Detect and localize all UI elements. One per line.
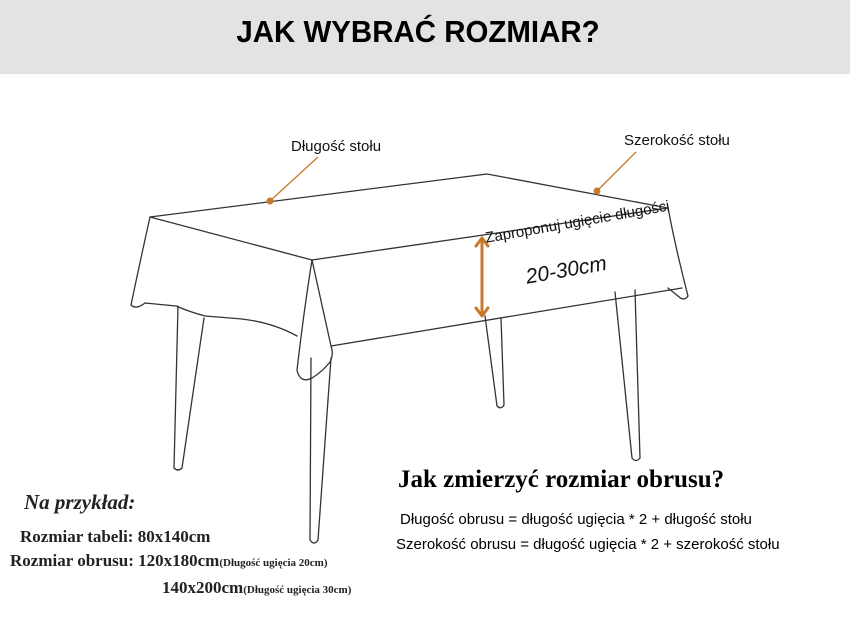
example-cloth-size-1-value: Rozmiar obrusu: 120x180cm <box>10 551 220 570</box>
length-leader-dot <box>267 198 273 204</box>
example-cloth-size-2 <box>162 578 351 598</box>
table-length-label: Długość stołu <box>291 138 382 155</box>
cloth-drape-right <box>668 208 688 299</box>
example-table-size: Rozmiar tabeli: 80x140cm <box>20 527 211 546</box>
cloth-drape-left <box>131 217 297 336</box>
table-leg-back-right <box>485 316 504 408</box>
example-cloth-size-2-value: 140x200cm <box>162 578 244 597</box>
formula-length: Długość obrusu = długość ugięcia * 2 + długość stołu <box>400 511 752 528</box>
cloth-drape-front <box>297 260 682 380</box>
table-leg-back-far <box>615 290 640 461</box>
example-title: Na przykład: <box>24 490 136 514</box>
drop-value: 20-30cm <box>524 251 609 289</box>
width-leader-dot <box>594 188 600 194</box>
example-cloth-note-1: (Długość ugięcia 20cm) <box>219 557 328 569</box>
table-leg-front-left <box>174 306 204 470</box>
page-title: JAK WYBRAĆ ROZMIAR? <box>236 14 600 49</box>
drop-label: Zaproponuj ugięcie długości <box>484 197 671 247</box>
table-leg-front-right <box>310 358 331 543</box>
example-cloth-size-1 <box>10 551 328 571</box>
formula-width: Szerokość obrusu = długość ugięcia * 2 + szerokość stołu <box>396 536 780 553</box>
width-leader-line <box>597 152 636 191</box>
length-leader-line <box>270 157 318 201</box>
example-cloth-note-2: (Długość ugięcia 30cm) <box>243 584 352 596</box>
how-to-title: Jak zmierzyć rozmiar obrusu? <box>398 466 725 493</box>
table-width-label: Szerokość stołu <box>624 132 730 149</box>
